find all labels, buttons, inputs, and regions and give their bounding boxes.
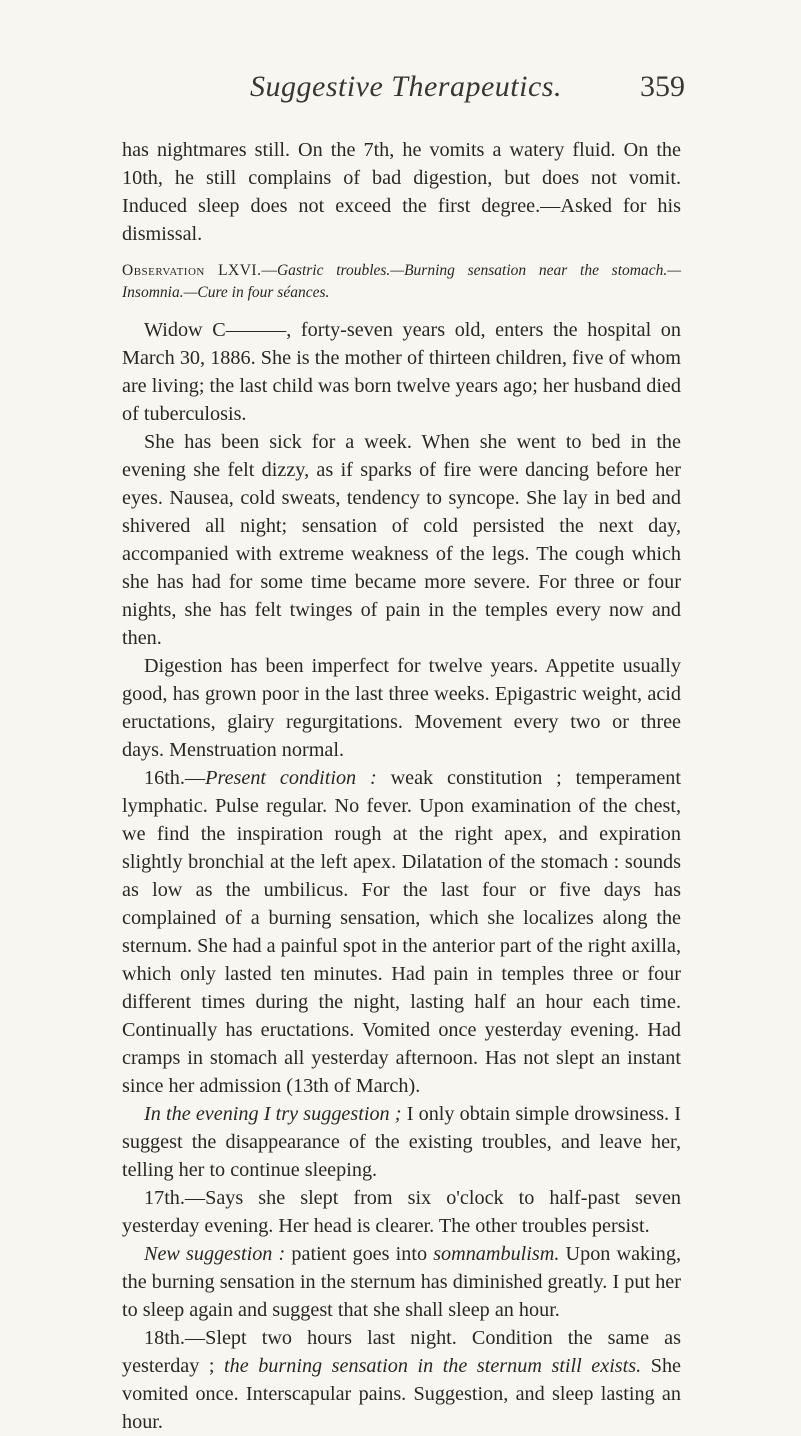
new-suggestion-label: New suggestion : bbox=[144, 1243, 286, 1265]
paragraph-new-suggestion bbox=[122, 1240, 681, 1324]
running-title: Suggestive Therapeutics. bbox=[250, 70, 562, 103]
burning-sensation-text: the burning sensation in the sternum still exists. bbox=[224, 1355, 642, 1377]
observation-dash: — bbox=[261, 262, 277, 279]
page-body bbox=[122, 136, 681, 1436]
page-number: 359 bbox=[640, 70, 685, 103]
paragraph-17th: 17th.—Says she slept from six o'clock to half-past seven yesterday evening. Her head is clearer. The other troubles persist. bbox=[122, 1187, 681, 1237]
date-18th-text: 18th.—Slept two hours last night. Condition the same as yesterday ; bbox=[122, 1327, 681, 1377]
observation-heading bbox=[122, 260, 681, 304]
present-condition-label: Present condition : bbox=[205, 767, 377, 789]
page-header bbox=[120, 70, 685, 110]
date-16th: 16th.— bbox=[144, 767, 206, 789]
paragraph-history: Widow C———, forty-seven years old, enters the hospital on March 30, 1886. She is the mother of thirteen children, five of whom are living; the last child was born twelve years ago; her husband died of tuberculosis. bbox=[122, 319, 681, 425]
paragraph-18th bbox=[122, 1324, 681, 1436]
somnambulism-term: somnambulism. bbox=[433, 1243, 560, 1265]
observation-subtitle: Gastric troubles.—Burning sensation near the stomach.—Insomnia.—Cure in four séances. bbox=[122, 262, 681, 301]
date-18th-rest: She vomited once. Interscapular pains. Suggestion, and sleep lasting an hour. bbox=[122, 1355, 681, 1433]
new-suggestion-text-b: Upon waking, the burning sensation in the sternum has diminished greatly. I put her to sleep again and suggest that she shall sleep an hour. bbox=[122, 1243, 681, 1321]
evening-suggestion-text: I only obtain simple drowsiness. I suggest the disappearance of the existing troubles, and leave her, telling her to continue sleeping. bbox=[122, 1103, 681, 1181]
paragraph-illness: She has been sick for a week. When she went to bed in the evening she felt dizzy, as if sparks of fire were dancing before her eyes. Nausea, cold sweats, tendency to syncope. She lay in bed and shivered all night; sensation of cold persisted the next day, accompanied with extreme weakness of the legs. The cough which she has had for some time became more severe. For three or four nights, she has felt twinges of pain in the temples every now and then. bbox=[122, 431, 681, 649]
evening-suggestion-label: In the evening I try suggestion ; bbox=[144, 1103, 402, 1125]
new-suggestion-text-a: patient goes into bbox=[285, 1243, 434, 1265]
paragraph-digestion: Digestion has been imperfect for twelve years. Appetite usually good, has grown poor in the last three weeks. Epigastric weight, acid eructations, glairy regurgitations. Movement every two or three days. Menstruation normal. bbox=[122, 655, 681, 761]
observation-label: Observation LXVI. bbox=[122, 262, 262, 279]
continuation-paragraph: has nightmares still. On the 7th, he vomits a watery fluid. On the 10th, he still complains of bad digestion, but does not vomit. Induced sleep does not exceed the first degree.—Asked for his dismissal. bbox=[122, 139, 681, 245]
present-condition-text: weak constitution ; temperament lymphatic. Pulse regular. No fever. Upon examination of the chest, we find the inspiration rough at the right apex, and expiration slightly bronchial at the left apex. Dilatation of the stomach : sounds as low as the umbilicus. For the last four or five days has complained of a burning sensation, which she localizes along the sternum. She had a painful spot in the anterior part of the right axilla, which only lasted ten minutes. Had pain in temples three or four different times during the night, lasting half an hour each time. Continually has eructations. Vomited once yesterday evening. Had cramps in stomach all yesterday afternoon. Has not slept an instant since her admission (13th of March). bbox=[122, 767, 681, 1097]
paragraph-evening bbox=[122, 1100, 681, 1184]
paragraph-16th bbox=[122, 764, 681, 1100]
